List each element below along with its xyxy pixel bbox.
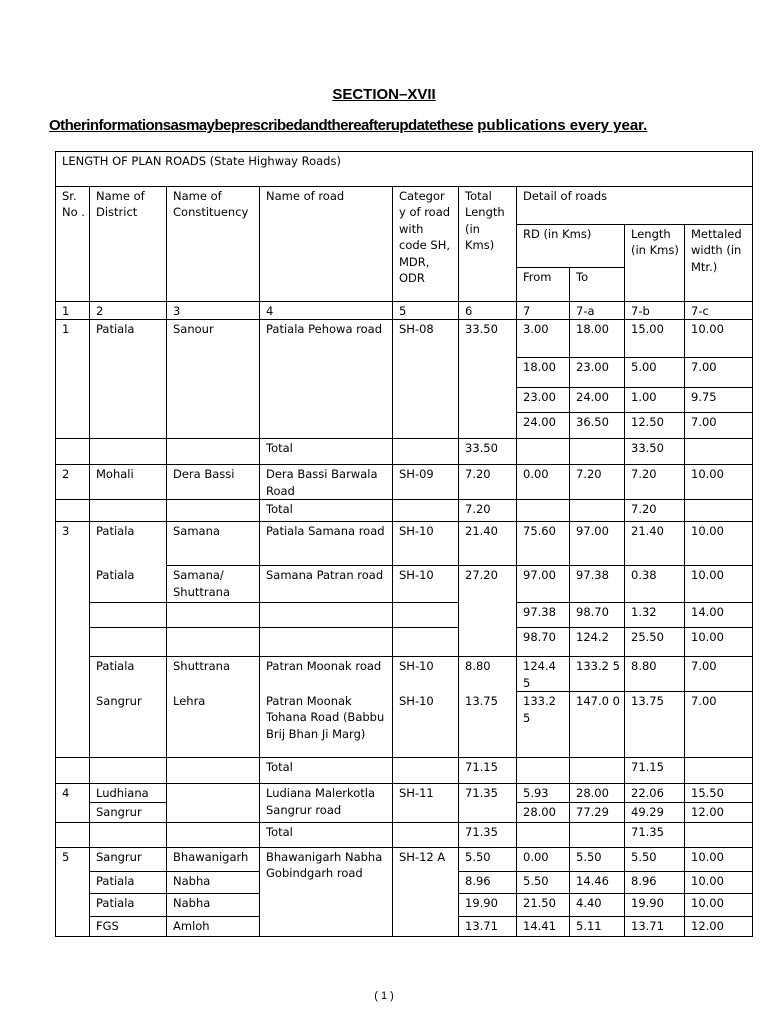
table-title: LENGTH OF PLAN ROADS (State Highway Roads): [56, 152, 753, 187]
rd-to-cell: 98.70: [570, 603, 625, 628]
road-name-cell: Patran Moonak road: [260, 657, 393, 692]
length-cell: 1.32: [625, 603, 685, 628]
table-row: [56, 566, 753, 603]
column-number: 7-c: [685, 302, 753, 320]
column-number: 7-a: [570, 302, 625, 320]
header-width: Mettaled width (in Mtr.): [685, 225, 753, 302]
rd-from-cell: 98.70: [517, 628, 570, 657]
category-cell: SH-10: [393, 522, 459, 566]
total-length-cell: 71.15: [459, 758, 517, 784]
width-cell: 14.00: [685, 603, 753, 628]
header-road: Name of road: [260, 187, 393, 302]
total-length-cell: 5.50: [459, 847, 517, 871]
header-from: From: [517, 268, 570, 302]
width-cell: 15.50: [685, 784, 753, 802]
total-length-cell: 33.50: [459, 320, 517, 439]
total-row: [56, 758, 753, 784]
road-name-cell: Dera Bassi Barwala Road: [260, 465, 393, 500]
table-row: [56, 847, 753, 871]
category-cell: SH-10: [393, 657, 459, 692]
total-length-cell: 13.75: [459, 692, 517, 758]
total-label: Total: [260, 822, 393, 847]
width-cell: 10.00: [685, 465, 753, 500]
table-row: [56, 603, 753, 628]
table-row: [56, 320, 753, 358]
column-number: 7-b: [625, 302, 685, 320]
rd-to-cell: 24.00: [570, 388, 625, 413]
constituency-cell: Dera Bassi: [167, 465, 260, 500]
column-number: 6: [459, 302, 517, 320]
length-cell: 7.20: [625, 465, 685, 500]
rd-from-cell: 133.2 5: [517, 692, 570, 758]
header-sr-no: Sr. No .: [56, 187, 90, 302]
rd-from-cell: 5.50: [517, 871, 570, 893]
table-title-row: [56, 152, 753, 187]
rd-from-cell: 21.50: [517, 893, 570, 916]
rd-from-cell: 18.00: [517, 358, 570, 388]
column-number: 3: [167, 302, 260, 320]
rd-to-cell: 147.0 0: [570, 692, 625, 758]
table-row: [56, 628, 753, 657]
length-cell: 8.96: [625, 871, 685, 893]
sr-no-cell: 1: [56, 320, 90, 439]
rd-from-cell: 3.00: [517, 320, 570, 358]
header-total-length: Total Length (in Kms): [459, 187, 517, 302]
rd-to-cell: 4.40: [570, 893, 625, 916]
rd-from-cell: 97.00: [517, 566, 570, 603]
total-length-cell: 71.35: [459, 784, 517, 822]
length-cell: 15.00: [625, 320, 685, 358]
subtitle-part-1: Otherinformationsasmaybeprescribedandthereafterupdatethese: [49, 117, 474, 134]
width-cell: 7.00: [685, 358, 753, 388]
length-cell: 19.90: [625, 893, 685, 916]
category-cell: SH-09: [393, 465, 459, 500]
constituency-cell: Bhawanigarh: [167, 847, 260, 871]
table-row: [56, 784, 753, 802]
section-title: SECTION–XVII: [332, 86, 436, 103]
constituency-cell: [167, 784, 260, 822]
rd-to-cell: 7.20: [570, 465, 625, 500]
category-cell: SH-08: [393, 320, 459, 439]
category-cell: SH-10: [393, 692, 459, 758]
road-name-cell: Patran Moonak Tohana Road (Babbu Brij Bhan Ji Marg): [260, 692, 393, 758]
constituency-cell: Lehra: [167, 692, 260, 758]
category-cell: SH-10: [393, 566, 459, 603]
width-cell: 10.00: [685, 566, 753, 603]
total-length-cell: 71.35: [459, 822, 517, 847]
table-row: [56, 522, 753, 566]
rd-to-cell: 124.2: [570, 628, 625, 657]
district-cell: Sangrur: [90, 692, 167, 758]
rd-from-cell: 23.00: [517, 388, 570, 413]
width-cell: 10.00: [685, 522, 753, 566]
constituency-cell: Amloh: [167, 916, 260, 936]
rd-from-cell: 0.00: [517, 465, 570, 500]
column-number-row: [56, 302, 753, 320]
district-cell: Patiala: [90, 871, 167, 893]
document-subtitle: [49, 117, 749, 134]
width-cell: 10.00: [685, 628, 753, 657]
width-cell: 7.00: [685, 692, 753, 758]
width-cell: 12.00: [685, 802, 753, 822]
header-constituency: Name of Constituency: [167, 187, 260, 302]
road-name-cell: Ludiana Malerkotla Sangrur road: [260, 784, 393, 822]
rd-from-cell: 124.4 5: [517, 657, 570, 692]
column-number: 1: [56, 302, 90, 320]
header-detail: Detail of roads: [517, 187, 753, 225]
length-cell: 13.75: [625, 692, 685, 758]
width-cell: 10.00: [685, 893, 753, 916]
rd-from-cell: 24.00: [517, 413, 570, 439]
district-cell: Patiala: [90, 320, 167, 439]
total-row: [56, 500, 753, 522]
header-to: To: [570, 268, 625, 302]
length-cell: 25.50: [625, 628, 685, 657]
header-length: Length (in Kms): [625, 225, 685, 302]
constituency-cell: Nabha: [167, 871, 260, 893]
rd-to-cell: 5.50: [570, 847, 625, 871]
width-cell: 10.00: [685, 871, 753, 893]
total-length-cell: 7.20: [459, 465, 517, 500]
total-label: Total: [260, 500, 393, 522]
length-cell: 71.15: [625, 758, 685, 784]
category-cell: SH-12 A: [393, 847, 459, 936]
district-cell: Patiala: [90, 522, 167, 566]
rd-to-cell: 133.2 5: [570, 657, 625, 692]
total-length-cell: 13.71: [459, 916, 517, 936]
length-cell: 5.00: [625, 358, 685, 388]
rd-from-cell: 14.41: [517, 916, 570, 936]
width-cell: 7.00: [685, 657, 753, 692]
column-number: 2: [90, 302, 167, 320]
category-cell: SH-11: [393, 784, 459, 822]
subtitle-part-2: publications every year.: [477, 117, 648, 134]
district-cell: Patiala: [90, 566, 167, 603]
length-cell: 33.50: [625, 439, 685, 465]
table-row: [56, 465, 753, 500]
road-name-cell: Patiala Pehowa road: [260, 320, 393, 439]
rd-from-cell: 75.60: [517, 522, 570, 566]
constituency-cell: Samana: [167, 522, 260, 566]
rd-to-cell: 28.00: [570, 784, 625, 802]
length-cell: 7.20: [625, 500, 685, 522]
length-cell: 8.80: [625, 657, 685, 692]
length-cell: 0.38: [625, 566, 685, 603]
width-cell: 10.00: [685, 320, 753, 358]
rd-from-cell: 5.93: [517, 784, 570, 802]
width-cell: 7.00: [685, 413, 753, 439]
rd-from-cell: 0.00: [517, 847, 570, 871]
district-cell: Sangrur: [90, 847, 167, 871]
length-cell: 12.50: [625, 413, 685, 439]
district-cell: Sangrur: [90, 802, 167, 822]
total-length-cell: 33.50: [459, 439, 517, 465]
rd-to-cell: 5.11: [570, 916, 625, 936]
total-length-cell: 8.80: [459, 657, 517, 692]
constituency-cell: Shuttrana: [167, 657, 260, 692]
sr-no-cell: 4: [56, 784, 90, 822]
total-row: [56, 439, 753, 465]
length-cell: 1.00: [625, 388, 685, 413]
width-cell: 10.00: [685, 847, 753, 871]
total-label: Total: [260, 758, 393, 784]
road-name-cell: Patiala Samana road: [260, 522, 393, 566]
column-number: 7: [517, 302, 570, 320]
column-number: 5: [393, 302, 459, 320]
sr-no-cell: 2: [56, 465, 90, 500]
rd-from-cell: 97.38: [517, 603, 570, 628]
road-name-cell: Samana Patran road: [260, 566, 393, 603]
road-name-cell: Bhawanigarh Nabha Gobindgarh road: [260, 847, 393, 936]
table-row: [56, 692, 753, 758]
sr-no-cell: 3: [56, 522, 90, 758]
constituency-cell: Nabha: [167, 893, 260, 916]
total-length-cell: 19.90: [459, 893, 517, 916]
column-number: 4: [260, 302, 393, 320]
rd-to-cell: 18.00: [570, 320, 625, 358]
total-length-cell: 7.20: [459, 500, 517, 522]
width-cell: 12.00: [685, 916, 753, 936]
district-cell: Ludhiana: [90, 784, 167, 802]
total-length-cell: 8.96: [459, 871, 517, 893]
rd-to-cell: 97.00: [570, 522, 625, 566]
constituency-cell: Sanour: [167, 320, 260, 439]
page-number: ( 1 ): [374, 990, 394, 1002]
district-cell: FGS: [90, 916, 167, 936]
rd-to-cell: 77.29: [570, 802, 625, 822]
rd-from-cell: 28.00: [517, 802, 570, 822]
length-cell: 71.35: [625, 822, 685, 847]
header-rd: RD (in Kms): [517, 225, 625, 268]
header-category: Categor y of road with code SH, MDR, ODR: [393, 187, 459, 302]
total-row: [56, 822, 753, 847]
sr-no-cell: 5: [56, 847, 90, 936]
district-cell: Patiala: [90, 657, 167, 692]
rd-to-cell: 97.38: [570, 566, 625, 603]
length-cell: 22.06: [625, 784, 685, 802]
header-row: [56, 187, 753, 225]
length-cell: 49.29: [625, 802, 685, 822]
total-length-cell: 27.20: [459, 566, 517, 657]
total-label: Total: [260, 439, 393, 465]
width-cell: 9.75: [685, 388, 753, 413]
length-cell: 13.71: [625, 916, 685, 936]
length-cell: 5.50: [625, 847, 685, 871]
table-row: [56, 657, 753, 692]
rd-to-cell: 23.00: [570, 358, 625, 388]
district-cell: Patiala: [90, 893, 167, 916]
length-cell: 21.40: [625, 522, 685, 566]
district-cell: Mohali: [90, 465, 167, 500]
rd-to-cell: 14.46: [570, 871, 625, 893]
header-district: Name of District: [90, 187, 167, 302]
plan-roads-table: [55, 151, 753, 937]
rd-to-cell: 36.50: [570, 413, 625, 439]
constituency-cell: Samana/ Shuttrana: [167, 566, 260, 603]
total-length-cell: 21.40: [459, 522, 517, 566]
